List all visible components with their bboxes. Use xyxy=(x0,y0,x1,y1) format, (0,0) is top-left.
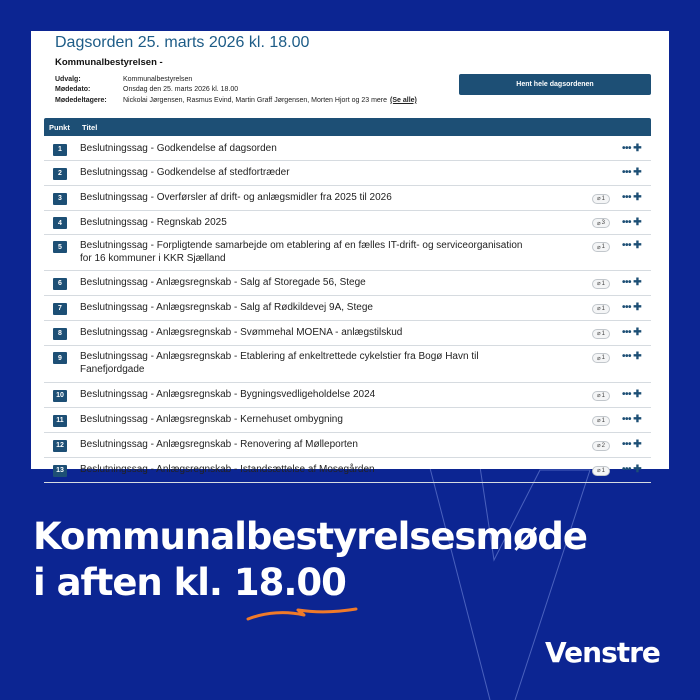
more-and-expand-icon[interactable]: ••• ✚ xyxy=(622,351,642,362)
meta-row-date xyxy=(55,85,417,96)
paperclip-icon: ⌀ xyxy=(597,331,601,337)
more-and-expand-icon[interactable]: ••• ✚ xyxy=(622,277,642,288)
agenda-item-row[interactable] xyxy=(44,408,651,433)
meta-label: Mødedato: xyxy=(55,86,91,94)
attachment-badge[interactable] xyxy=(592,329,610,339)
more-and-expand-icon[interactable]: ••• ✚ xyxy=(622,327,642,338)
attachment-count: 1 xyxy=(601,280,605,287)
item-title-link[interactable]: Beslutningssag - Anlægsregnskab - Istandsættelse af Mosegården xyxy=(80,464,375,476)
agenda-item-row[interactable] xyxy=(44,186,651,211)
attachment-count: 1 xyxy=(601,305,605,312)
agenda-items xyxy=(44,138,651,483)
attachment-count: 2 xyxy=(601,442,605,449)
paperclip-icon: ⌀ xyxy=(597,244,601,251)
attachment-count: 1 xyxy=(601,244,605,250)
more-and-expand-icon[interactable]: ••• ✚ xyxy=(622,240,642,251)
agenda-item-row[interactable] xyxy=(44,161,651,186)
paperclip-icon: ⌀ xyxy=(597,196,601,202)
attachment-badge[interactable] xyxy=(592,304,610,314)
attachment-badge[interactable] xyxy=(592,466,610,476)
meta-row-participants xyxy=(55,95,417,106)
item-title-link[interactable]: Beslutningssag - Anlægsregnskab - Kernehuset ombygning xyxy=(80,414,343,426)
meta-value: Onsdag den 25. marts 2026 kl. 18.00 xyxy=(123,86,239,94)
venstre-logo: Venstre xyxy=(545,636,660,669)
meta-value: Nickolai Jørgensen, Rasmus Evind, Martin Graff Jørgensen, Morten Hjort og 23 mere xyxy=(123,96,388,104)
more-and-expand-icon[interactable]: ••• ✚ xyxy=(622,167,642,178)
meta-value: Kommunalbestyrelsen xyxy=(123,75,193,83)
swoosh-underline xyxy=(246,606,358,624)
attachment-badge[interactable] xyxy=(592,353,610,363)
headline-line-2: i aften kl. 18.00 xyxy=(33,561,346,604)
paperclip-icon: ⌀ xyxy=(597,306,601,312)
more-and-expand-icon[interactable]: ••• ✚ xyxy=(622,464,642,475)
item-number-badge: 9 xyxy=(53,352,67,364)
paperclip-icon: ⌀ xyxy=(597,418,601,424)
meta-row-committee xyxy=(55,74,417,85)
attachment-badge[interactable] xyxy=(592,194,610,204)
item-number-badge: 12 xyxy=(53,440,67,452)
meeting-meta xyxy=(55,74,417,106)
headline-line-1: Kommunalbestyrelsesmøde xyxy=(33,515,588,558)
more-and-expand-icon[interactable]: ••• ✚ xyxy=(622,143,642,154)
agenda-item-row[interactable] xyxy=(44,433,651,458)
attachment-badge[interactable] xyxy=(592,279,610,289)
attachment-count: 1 xyxy=(601,330,605,337)
item-number-badge: 7 xyxy=(53,303,67,315)
more-and-expand-icon[interactable]: ••• ✚ xyxy=(622,192,642,203)
item-number-badge: 3 xyxy=(53,193,67,205)
attachment-badge[interactable] xyxy=(592,218,610,228)
agenda-item-row[interactable] xyxy=(44,321,651,346)
paperclip-icon: ⌀ xyxy=(597,393,601,399)
item-number-badge: 10 xyxy=(53,390,67,402)
paperclip-icon: ⌀ xyxy=(597,443,601,449)
agenda-item-row[interactable] xyxy=(44,296,651,321)
item-number-badge: 8 xyxy=(53,328,67,340)
item-title-link[interactable]: Beslutningssag - Overførsler af drift- og anlægsmidler fra 2025 til 2026 xyxy=(80,192,392,204)
item-number-badge: 6 xyxy=(53,278,67,290)
more-and-expand-icon[interactable]: ••• ✚ xyxy=(622,216,642,228)
more-and-expand-icon[interactable]: ••• ✚ xyxy=(622,389,642,400)
item-number-badge: 5 xyxy=(53,241,67,253)
item-title-link[interactable]: Beslutningssag - Anlægsregnskab - Renovering af Mølleporten xyxy=(80,439,358,451)
attachment-badge[interactable] xyxy=(592,242,610,252)
attachment-badge[interactable] xyxy=(592,441,610,451)
agenda-item-row[interactable] xyxy=(44,383,651,408)
item-title-link[interactable]: Beslutningssag - Anlægsregnskab - Bygningsvedligeholdelse 2024 xyxy=(80,389,376,401)
agenda-item-row[interactable] xyxy=(44,271,651,296)
item-title-link[interactable]: Beslutningssag - Anlægsregnskab - Salg af Rødkildevej 9A, Stege xyxy=(80,302,373,314)
item-number-badge: 13 xyxy=(53,465,67,477)
agenda-screenshot xyxy=(31,31,669,476)
item-number-badge: 11 xyxy=(53,415,67,427)
column-header-titel: Titel xyxy=(82,122,98,132)
item-title-link[interactable]: Beslutningssag - Godkendelse af stedfortræder xyxy=(80,167,290,179)
fetch-full-agenda-button[interactable]: Hent hele dagsordenen xyxy=(459,74,651,95)
item-number-badge: 1 xyxy=(53,144,67,156)
item-title-link[interactable]: Beslutningssag - Anlægsregnskab - Etablering af enkeltrettede cykelstier fra Bogø Havn til Fanefjordgade xyxy=(80,351,479,375)
more-and-expand-icon[interactable]: ••• ✚ xyxy=(622,439,642,450)
item-number-badge: 2 xyxy=(53,168,67,180)
item-title-link[interactable]: Beslutningssag - Regnskab 2025 xyxy=(80,216,227,228)
column-header-punkt: Punkt xyxy=(49,122,70,132)
item-title-link[interactable]: Beslutningssag - Anlægsregnskab - Salg af Storegade 56, Stege xyxy=(80,277,366,289)
agenda-item-row[interactable] xyxy=(44,138,651,161)
meta-label: Udvalg: xyxy=(55,75,81,83)
see-all-link[interactable]: (Se alle) xyxy=(390,96,417,104)
agenda-item-row[interactable] xyxy=(44,346,651,383)
item-title-link[interactable]: Beslutningssag - Godkendelse af dagsorden xyxy=(80,143,277,155)
item-title-link[interactable]: Beslutningssag - Forpligtende samarbejde om etablering af en fælles IT-drift- og serviceorganisation for 16 kommuner i KKR Sjælland xyxy=(80,240,523,264)
headline xyxy=(33,514,587,606)
paperclip-icon: ⌀ xyxy=(597,468,601,474)
attachment-count: 1 xyxy=(601,417,605,424)
attachment-badge[interactable] xyxy=(592,416,610,426)
committee-name: Kommunalbestyrelsen - xyxy=(55,57,163,68)
attachment-count: 1 xyxy=(601,467,605,474)
item-number-badge: 4 xyxy=(53,217,67,229)
attachment-count: 3 xyxy=(601,220,605,226)
paperclip-icon: ⌀ xyxy=(597,355,601,362)
paperclip-icon: ⌀ xyxy=(597,220,601,227)
agenda-item-row[interactable] xyxy=(44,458,651,483)
meta-label: Mødedeltagere: xyxy=(55,96,107,104)
attachment-count: 1 xyxy=(601,392,605,399)
agenda-item-row[interactable] xyxy=(44,211,651,235)
paperclip-icon: ⌀ xyxy=(597,281,601,287)
agenda-item-row[interactable] xyxy=(44,235,651,271)
more-and-expand-icon[interactable]: ••• ✚ xyxy=(622,302,642,313)
more-and-expand-icon[interactable]: ••• ✚ xyxy=(622,414,642,425)
attachment-count: 1 xyxy=(601,355,605,361)
item-title-link[interactable]: Beslutningssag - Anlægsregnskab - Svømmehal MOENA - anlægstilskud xyxy=(80,327,403,339)
attachment-count: 1 xyxy=(601,195,605,202)
table-header xyxy=(44,118,651,136)
attachment-badge[interactable] xyxy=(592,391,610,401)
agenda-title: Dagsorden 25. marts 2026 kl. 18.00 xyxy=(55,34,310,51)
